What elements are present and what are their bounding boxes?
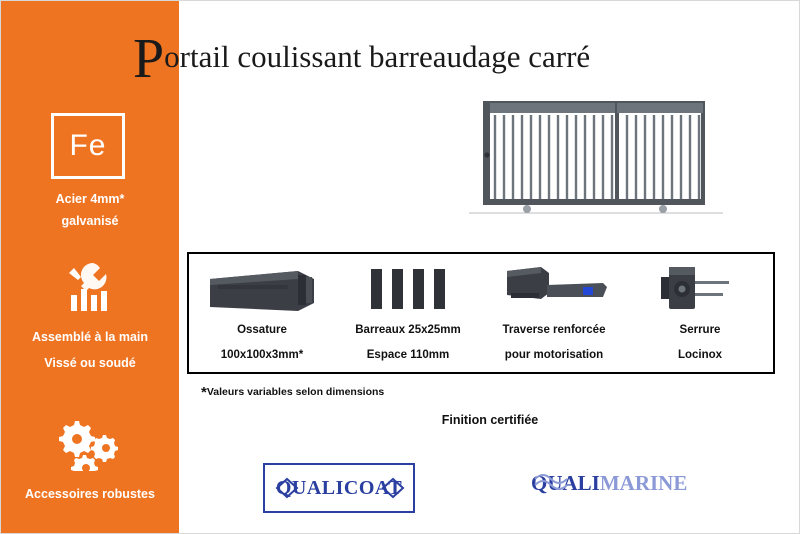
page-title	[133, 28, 591, 90]
footnote	[201, 384, 384, 401]
feature-barreaux-line1: Barreaux 25x25mm	[355, 324, 461, 336]
qualicoat-logo	[263, 463, 415, 513]
sidebar-text-steel: Acier 4mm*	[55, 192, 125, 206]
feature-ossature	[189, 254, 335, 372]
qualimarine-logo-text-part1: QUALI	[531, 471, 600, 495]
frame-profile-icon	[189, 262, 335, 314]
qualimarine-logo-text-part2: MARINE	[599, 471, 688, 495]
feature-traverse	[481, 254, 627, 372]
wrench-icon	[63, 259, 117, 313]
bars-icon	[335, 262, 481, 314]
feature-traverse-line2: pour motorisation	[504, 349, 604, 361]
feature-traverse-line1: Traverse renforcée	[502, 324, 606, 336]
page-title-rest: ortail coulissant barreaudage carré	[164, 39, 591, 74]
feature-barreaux	[335, 254, 481, 372]
feature-serrure-line1: Serrure	[679, 324, 721, 336]
feature-barreaux-line2: Espace 110mm	[366, 349, 450, 361]
page-title-initial: P	[133, 28, 165, 90]
motor-beam-icon	[481, 262, 627, 314]
feature-serrure-line2: Locinox	[677, 349, 723, 361]
lock-icon	[627, 262, 773, 314]
footnote-star: *	[201, 384, 207, 401]
material-badge	[51, 113, 125, 179]
material-badge-label: Fe	[69, 129, 107, 162]
footnote-text: Valeurs variables selon dimensions	[206, 386, 385, 398]
sliding-gate-illustration	[467, 91, 725, 221]
qualicoat-logo-text: QUALICOAT	[275, 476, 403, 499]
feature-ossature-line2: 100x100x3mm*	[220, 349, 304, 361]
sidebar-text-assembly: Vissé ou soudé	[44, 356, 136, 370]
sidebar-text-handmade: Assemblé à la main	[31, 330, 149, 344]
sidebar-text-galvanized: galvanisé	[61, 214, 119, 228]
qualimarine-logo	[531, 471, 701, 507]
features-box	[187, 252, 775, 374]
feature-serrure	[627, 254, 773, 372]
certification-label: Finition certifiée	[441, 413, 539, 427]
sidebar-text-accessories: Accessoires robustes	[25, 487, 155, 501]
feature-ossature-line1: Ossature	[237, 324, 287, 336]
